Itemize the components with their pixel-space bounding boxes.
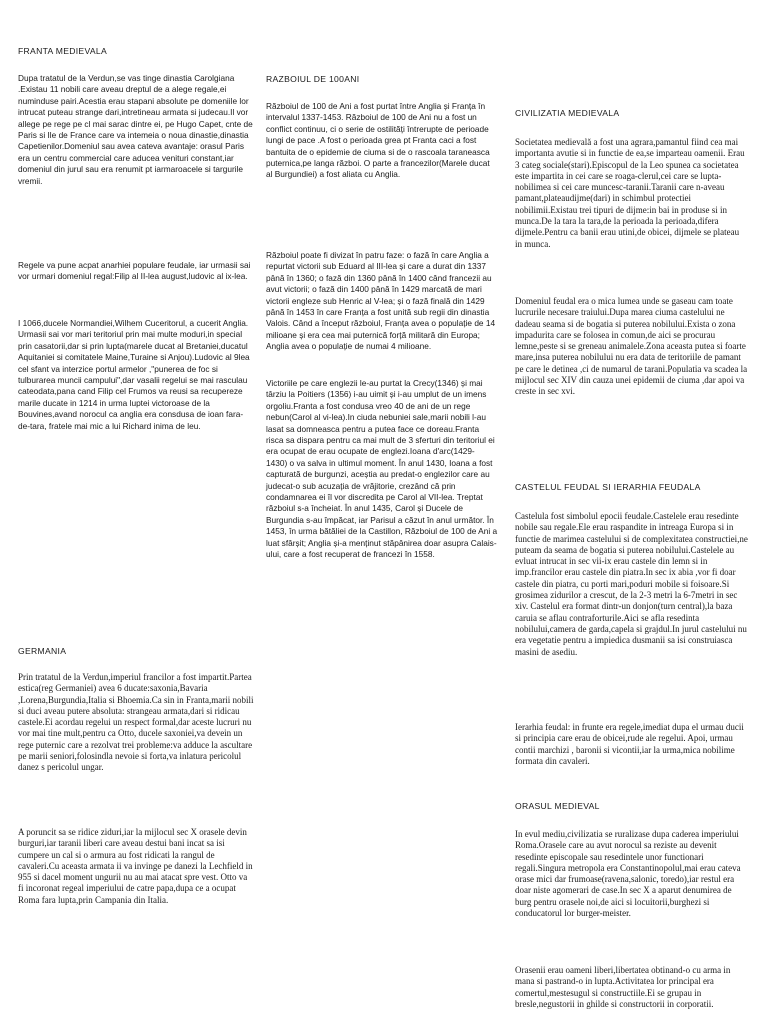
paragraph-oras-2: Orasenii erau oameni liberi,libertatea obtinand-o cu arma in mana si pastrand-o in lupta.Activitatea lor principal era comertul,mestesugul si constructiile.Ei se grupau in bresle,negustorii in ghilde si constructorii in corporatii. xyxy=(515,965,731,1009)
paragraph-castel-1: Castelula fost simbolul epocii feudale.Castelele erau resedinte nobile sau regale.Ele erau raspandite in intreaga Europa si in functie de marimea castelului si de complexitatea constructiei,ne puteam da seama de bogatia si puterea nobilului.Castelele au evluat intrucat in sec vii-ix erau castele din lemn si in imp.francilor erau castele din piatra.In sec ix abia ,vor fi doar castele din piatra, cu porti mari,poduri mobile si foisoare.Si grosimea zidurilor a crescut, de la 2-3 metri la 6-7metri in sec xiv. Castelul era format dintr-un donjon(turn central),la baza caruia se aflau contraforturile.Aici se afla resedinta nobilului,camera de garda,capela si grajdul.In jurul castelului nu era vegetatie pentru a impiedica dusmanii sa isi construiasca masini de asediu. xyxy=(515,511,748,657)
paragraph-razboi-2: Războiul poate fi divizat în patru faze: o fază în care Anglia a repurtat victorii sub Eduard al III-lea și care a durat din 1337 până în 1360; o fază din 1360 până în 1400 când francezii au avut victorii; o fază din 1400 până în 1429 marcată de mari victorii engleze sub Henric al V-lea; și o fază finală din 1429 până în 1453 în care Franța a fost unită sub regii din dinastia Valois. Când a început războiul, Franța avea o populație de 14 milioane și era cea mai puternică forță militară din Europa; Anglia avea o populație de numai 4 milioane. xyxy=(266,250,496,352)
paragraph-franta-3: I 1066,ducele Normandiei,Wilhem Cuceritorul, a cucerit Anglia. Urmasii sai vor mari teritoriul prin mai multe moduri,in special prin casatorii,dar si prin lupta(marele ducat al Bretaniei,ducatul Aquitaniei si comitatele Maine,Turaine si Anjou).Ludovic al 9lea cel sfant va interzice portul armelor ,"punerea de foc si tulburarea muncii campului",dar vasalii regelui se mai rasculau cateodata,pana cand Filip cel Frumos va reusi sa recupereze marile ducate in 1214 in urma luptei victoroase de la Bouvines,avand norocul ca anglia era consdusa de ioan fara-de-tara, fratele mai mic a lui Richard inima de leu. xyxy=(18,318,250,431)
heading-castelul-feudal: CASTELUL FEUDAL SI IERARHIA FEUDALA xyxy=(515,482,701,492)
paragraph-franta-1: Dupa tratatul de la Verdun,se vas tinge dinastia Carolgiana .Existau 11 nobili care aveau dreptul de a alege regale,ei numinduse pairi.Acestia erau stapani absolute pe domeniile lor intrucat puteau strange dari,intretineau armata si judecau.Il vor allege pe rege pe cl mai sarac dintre ei, pe Hugo Capet, cnte de Paris si Ile de France care va intemeia o noua dinastie,dinastia Capetienilor.Domeniul sau avea cateva avantaje: orasul Paris era un centru commercial care aducea venituri constant,iar domeniul din jurul sau era renumit pt iarmaroacele si targurile vremii. xyxy=(18,73,253,186)
paragraph-oras-1: In evul mediu,civilizatia se ruralizase dupa caderea imperiului Roma.Orasele care au avut norocul sa reziste au devenit resedinte episcopale sau resedintele unor functionari regali.Singura metropola era Constantinopolul,mai erau cateva orase mici dar frumoase(ravena,salonic, toredo),iar restul era doar niste agomerari de case.In sec X a aparut denumirea de burg pentru orasele noi,de aici si locuitorii,burghezi si conducatorul lor burger-meister. xyxy=(515,829,741,919)
paragraph-germania-2: A poruncit sa se ridice ziduri,iar la mijlocul sec X orasele devin burguri,iar taranii liberi care aveau destui bani incat sa isi cumpere un cal si o armura au fost ridicati la rangul de cavaleri.Cu aceasta armata ii va invinge pe danezi la Lechfield in 955 si dacel moment ungurii nu au mai atacat spre vest. Otto va fi incoronat regeal imperiului de catre papa,dupa ce a ocupat Roma fara lupta,prin Campania din Italia. xyxy=(18,827,253,905)
paragraph-ierarhia-feudala: Ierarhia feudal: in frunte era regele,imediat dupa el urmau ducii si principia care erau de obicei,rude ale regelui. Apoi, urmau contii marchizi , baronii si vicontii,iar la urma,mica nobilime formata din cavaleri. xyxy=(515,722,744,766)
heading-orasul-medieval: ORASUL MEDIEVAL xyxy=(515,801,600,811)
paragraph-civilizatie-1: Societatea medievală a fost una agrara,pamantul fiind cea mai importanta avutie si in functie de ea,se imparteau oamenii. Erau 3 categ sociale(stari).Episcopul de la Leo spunea ca societatea este impartita in cei care se roaga-clerul,cei care se lupta- nobilimea si cei care muncesc-taranii.Taranii care n-aveau pamant,plateaudijme(dari) in schimbul protectiei nobilimii.Existau trei tipuri de dijme:in bai in produse si in munca.De la tara la tara,de la perioada la perioada,difera dijmele.Pentru ca banii erau utini,de obicei, dijmele se plateau in munca. xyxy=(515,137,745,249)
paragraph-civilizatie-2: Domeniul feudal era o mica lumea unde se gaseau cam toate lucrurile necesare traiului.Dupa marea ciuma castelului ne dadeau seama si de bogatia si puterea nobilului.Exista o zona impadurita care se folosea in comun,de aici se procurau lemne,peste si se greneau animalele.Zona aceasta putea si foarte mare,insa puterea nobilului nu era data de teritoriile de pamant pe care le detinea ,ci de numarul de tarani.Populatia va scadea la mijlocul sec XIV din cauza unei epidemii de ciuma ,dar apoi va creste in sec xvi. xyxy=(515,296,748,397)
heading-germania: GERMANIA xyxy=(18,646,67,656)
heading-franta-medievala: FRANTA MEDIEVALA xyxy=(18,46,108,56)
heading-civilizatia-medievala: CIVILIZATIA MEDIEVALA xyxy=(515,108,620,118)
heading-razboiul-de-100-ani: RAZBOIUL DE 100ANI xyxy=(266,74,360,84)
paragraph-franta-2: Regele va pune acpat anarhiei populare feudale, iar urmasii sai vor urmari domeniul regal:Filip al II-lea august,ludovic al ix-lea. xyxy=(18,260,251,282)
paragraph-razboi-3: Victoriile pe care englezii le-au purtat la Crecy(1346) și mai târziu la Poitiers (1356) i-au uimit și i-au umplut de un imens orgoliu.Franta a fost condusa vreo 40 de ani de un rege nebun(Carol al vi-lea).In ciuda nebuniei sale,marii nobili l-au lasat sa domneasca pentru a putea face ce doreau.Franta risca sa dispara pentru ca mai mult de 3 sferturi din teritoriul ei era ocupat de erau ocupate de englezi.Ioana d'arc(1429- 1430) o va salva in ultimul moment. În anul 1430, Ioana a fost capturată de burgunzi, aceștia au predat-o englezilor care au judecat-o sub acuzația de vrăjitorie, crezând că prin condamnarea ei îl vor discredita pe Carol al VII-lea. Treptat războiul s-a încheiat. În anul 1435, Carol și Ducele de Burgundia s-au împăcat, iar Parisul a căzut în anul următor. În 1453, în urma bătăliei de la Castillon, Războiul de 100 de Ani a luat sfârșit; Anglia și-a menținut stăpânirea doar asupra Calais-ului, care a fost recuperat de francezi în 1558. xyxy=(266,378,498,560)
paragraph-razboi-1: Războiul de 100 de Ani a fost purtat între Anglia și Franța în intervalul 1337-1453. Războiul de 100 de Ani nu a fost un conflict continuu, ci o serie de ostilități întrerupte de perioade lungi de pace .A fost o perioada grea pt Franta caci a fost bantuita de o epidemie de ciuma si de o rascoala taraneasca puternica,pe langa război. O parte a francezilor(Marele ducat al Burgundiei) a fost aliata cu Anglia. xyxy=(266,101,490,180)
paragraph-germania-1: Prin tratatul de la Verdun,imperiul francilor a fost impartit.Partea estica(reg Germaniei) avea 6 ducate:saxonia,Bavaria ,Lorena,Burgundia,Italia si Bhoemia.Ca sin in Franta,marii nobili si duci aveau putere absoluta: strangeau armata,dari si ridicau castele.Ei acordau regelui un respect formal,dar aceste lucruri nu vor mai tine mult,pentru ca Otto, ducele saxoniei,va devein un rege puternic care a rezolvat trei probleme:va adduce la ascultare pe marii seniori,folosindla nevoie si forta,va inlatura pericolul danez s pericolul ungar. xyxy=(18,672,254,773)
